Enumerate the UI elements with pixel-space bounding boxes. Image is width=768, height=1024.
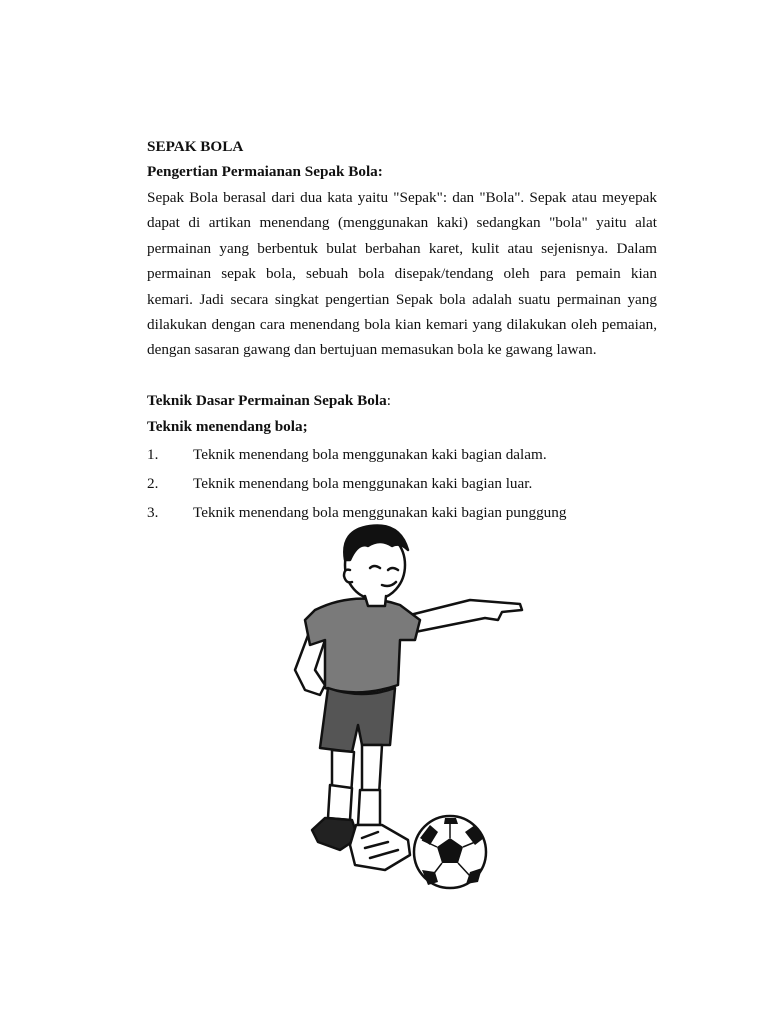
paragraph-line-5: kemari. Jadi secara singkat pengertian Sepak bola adalah suatu permainan yang [147, 290, 657, 308]
paragraph-line-2: dapat di artikan menendang (menggunakan kaki) sedangkan "bola" yaitu alat [147, 214, 657, 232]
document-title: SEPAK BOLA [147, 138, 244, 155]
list-item-text: Teknik menendang bola menggunakan kaki bagian punggung [193, 503, 567, 521]
list-item-number: 3. [147, 503, 159, 521]
document-subtitle: Pengertian Permaianan Sepak Bola: [147, 163, 383, 180]
list-item-text: Teknik menendang bola menggunakan kaki bagian luar. [193, 474, 533, 492]
technique-section [147, 388, 657, 527]
section-heading-colon: : [386, 391, 391, 409]
section-heading: Teknik Dasar Permainan Sepak Bola [147, 391, 387, 409]
soccer-player-illustration [270, 520, 530, 900]
paragraph-line-1: Sepak Bola berasal dari dua kata yaitu "Sepak": dan "Bola". Sepak atau meyepak [147, 189, 657, 206]
sub-heading: Teknik menendang bola; [147, 417, 308, 435]
paragraph-line-3: permainan yang berbentuk bulat berbahan karet, kulit atau sejenisnya. Dalam [147, 239, 657, 257]
list-item [147, 440, 657, 469]
list-item-number: 2. [147, 474, 159, 492]
paragraph-line-4: permainan sepak bola, sebuah bola disepak/tendang oleh para pemain kian [147, 265, 657, 283]
paragraph-line-6: dilakukan dengan cara menendang bola kian kemari yang dilakukan oleh pemaian, [147, 316, 657, 334]
list-item-number: 1. [147, 445, 159, 463]
list-item [147, 469, 657, 498]
kicking-technique-list [147, 440, 657, 527]
list-item-text: Teknik menendang bola menggunakan kaki bagian dalam. [193, 445, 547, 463]
section-heading-row [147, 388, 657, 414]
definition-paragraph [147, 185, 657, 337]
paragraph-last-line: dengan sasaran gawang dan bertujuan memasukan bola ke gawang lawan. [147, 341, 597, 359]
soccer-player-icon [270, 520, 530, 900]
text-block [147, 135, 657, 527]
soccer-ball-icon [414, 816, 486, 888]
